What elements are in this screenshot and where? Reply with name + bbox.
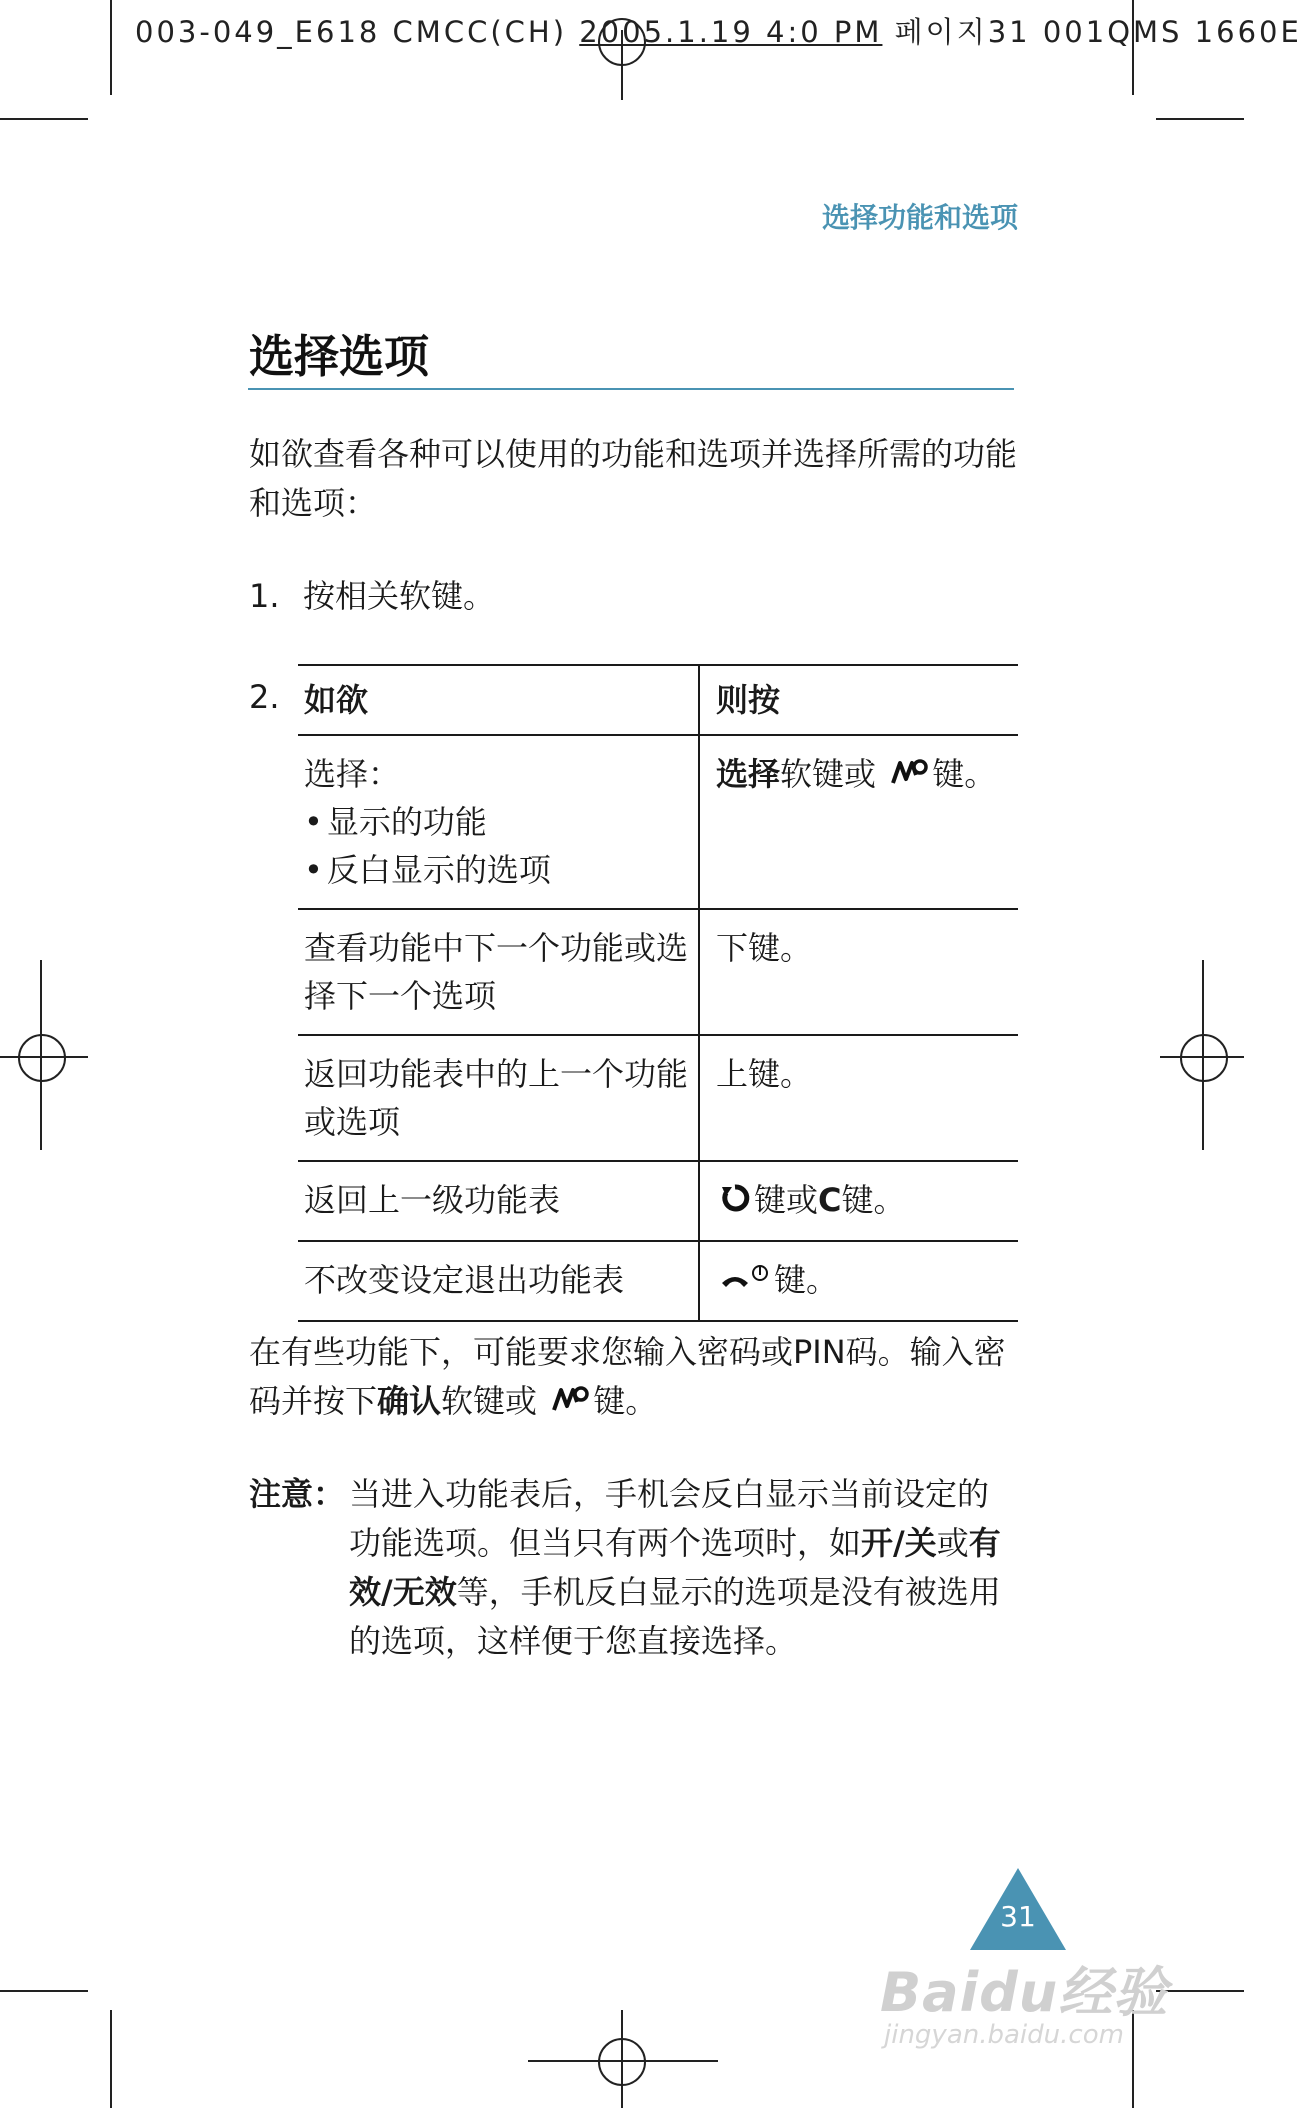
note-bold: 开/关 xyxy=(861,1524,937,1562)
table-header-row xyxy=(298,665,1018,735)
crop-mark xyxy=(1156,1990,1244,1992)
note-body xyxy=(349,1470,1019,1666)
press-bold: 选择 xyxy=(716,755,781,793)
watermark-url: jingyan.baidu.com xyxy=(884,2020,1124,2050)
press-text: 键或 xyxy=(754,1181,819,1219)
watermark-logo: Baidu经验 xyxy=(880,1961,1169,2024)
want-cell: 返回功能表中的上一个功能或选项 xyxy=(298,1035,699,1161)
title-rule xyxy=(248,388,1014,390)
press-cell xyxy=(699,1241,1018,1321)
crop-mark xyxy=(0,1990,88,1992)
press-tail: 键。 xyxy=(841,1181,906,1219)
step-1-text: 按相关软键。 xyxy=(303,577,496,615)
crop-mark xyxy=(1156,118,1244,120)
table-row xyxy=(298,909,1018,1035)
action-table xyxy=(298,664,1018,1322)
page-title: 选择选项 xyxy=(249,330,430,383)
print-header-file: 003-049_E618 CMCC(CH) xyxy=(135,15,568,49)
note-text: 当进入功能表后，手机会反白显示当前设定的功能选项。但当只有两个选项时，如 xyxy=(349,1475,990,1562)
press-text: 软键或 xyxy=(780,755,877,793)
pin-paragraph xyxy=(249,1328,1019,1428)
intro-paragraph: 如欲查看各种可以使用的功能和选项并选择所需的功能和选项： xyxy=(249,435,1018,522)
press-cell: 下键。 xyxy=(716,929,813,967)
bullet-item: • 反白显示的选项 xyxy=(304,846,698,894)
header-want: 如欲 xyxy=(298,665,699,735)
running-head: 选择功能和选项 xyxy=(821,201,1018,234)
table-row xyxy=(298,1241,1018,1321)
table-row xyxy=(298,1035,1018,1161)
note-text: 等，手机反白显示的选项是没有被选用的选项，这样便于您直接选择。 xyxy=(349,1573,1001,1660)
note-text: 或 xyxy=(936,1524,969,1562)
note-label: 注意： xyxy=(249,1475,346,1513)
print-header-page: 페이지31 xyxy=(894,15,1031,49)
want-cell: 查看功能中下一个功能或选择下一个选项 xyxy=(298,909,699,1035)
table-row xyxy=(298,1161,1018,1241)
print-header-date: 2005.1.19 4:0 PM xyxy=(579,15,883,49)
registration-mark xyxy=(1180,1034,1228,1082)
end-key-icon xyxy=(720,1258,770,1306)
registration-mark xyxy=(598,2038,646,2086)
registration-mark xyxy=(18,1034,66,1082)
press-cell xyxy=(699,1161,1018,1241)
note-bold: 有效/无效 xyxy=(349,1524,1001,1611)
step-1-number: 1. xyxy=(249,577,280,615)
press-cell: 上键。 xyxy=(716,1055,813,1093)
bullet-item: • 显示的功能 xyxy=(304,798,698,846)
note xyxy=(249,1470,1019,1666)
bullet-list xyxy=(304,798,698,894)
want-cell xyxy=(298,735,699,909)
step-2-number: 2. xyxy=(249,678,280,716)
ok-key-icon xyxy=(890,752,928,800)
page-number: 31 xyxy=(1000,1900,1036,1933)
back-key-icon xyxy=(720,1178,750,1226)
ok-key-icon xyxy=(551,1379,589,1428)
table-row xyxy=(298,735,1018,909)
print-header xyxy=(135,10,1302,51)
crop-mark xyxy=(110,0,112,95)
print-header-code: 001QMS 1660E xyxy=(1042,15,1302,49)
pin-text: 键。 xyxy=(593,1382,658,1420)
press-tail: 键。 xyxy=(774,1261,839,1299)
pin-text: 软键或 xyxy=(441,1382,538,1420)
step-1 xyxy=(249,572,1019,621)
want-cell: 不改变设定退出功能表 xyxy=(298,1241,699,1321)
press-tail: 键。 xyxy=(932,755,997,793)
header-press: 则按 xyxy=(716,681,781,719)
press-cell xyxy=(699,735,1018,909)
pin-text: 在有些功能下，可能要求您输入密码或PIN码。输入密码并按下 xyxy=(249,1333,1006,1420)
want-title: 选择： xyxy=(304,755,401,793)
crop-mark xyxy=(0,118,88,120)
want-cell: 返回上一级功能表 xyxy=(298,1161,699,1241)
crop-mark xyxy=(110,2010,112,2108)
confirm-label: 确认 xyxy=(377,1382,442,1420)
press-bold: C xyxy=(818,1181,842,1219)
